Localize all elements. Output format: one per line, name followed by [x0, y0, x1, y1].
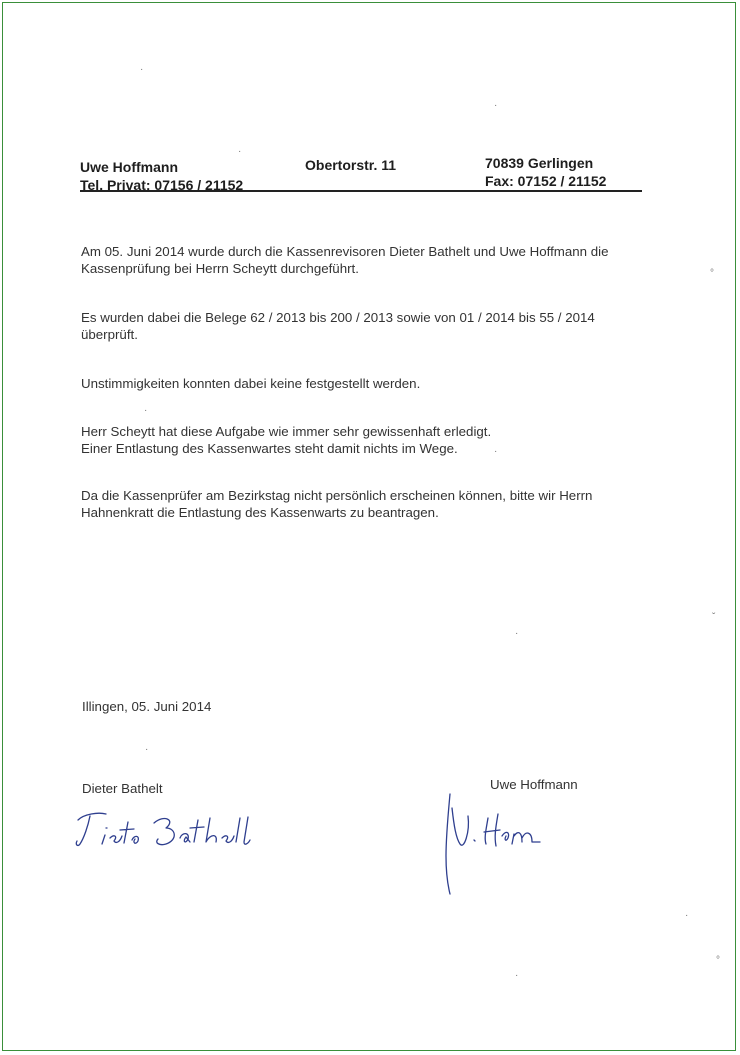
sender-street: Obertorstr. 11: [305, 157, 397, 173]
signature-left: [72, 808, 262, 853]
speck: ·: [494, 446, 498, 457]
paragraph-receipts: [81, 309, 641, 343]
paragraph-text: Am 05. Juni 2014 wurde durch die Kassenrevisoren Dieter Bathelt und Uwe Hoffmann die Kassenprüfung bei Herrn Scheytt durchgeführt.: [81, 244, 609, 276]
signature-right: [440, 786, 550, 898]
sender-fax: Fax: 07152 / 21152: [485, 173, 607, 189]
speck: ·: [494, 100, 498, 111]
speck: ·: [144, 405, 148, 416]
place-date: Illingen, 05. Juni 2014: [82, 699, 212, 714]
paragraph-text: Es wurden dabei die Belege 62 / 2013 bis 200 / 2013 sowie von 01 / 2014 bis 55 / 2014 überprüft.: [81, 310, 595, 342]
paragraph-request: [81, 487, 641, 521]
speck: ˇ: [712, 612, 716, 623]
header-rule: [80, 190, 642, 192]
paragraph-discrepancies: [81, 375, 641, 392]
speck: ·: [145, 744, 149, 755]
speck: ·: [238, 146, 242, 157]
paragraph-discharge: [81, 423, 641, 457]
speck: ·: [140, 64, 144, 75]
paragraph-text: Unstimmigkeiten konnten dabei keine festgestellt werden.: [81, 376, 421, 391]
sender-name: Uwe Hoffmann: [80, 159, 178, 175]
speck: ·: [515, 970, 519, 981]
paragraph-line: Herr Scheytt hat diese Aufgabe wie immer sehr gewissenhaft erledigt.: [81, 424, 492, 439]
signer-right-name: Uwe Hoffmann: [490, 777, 578, 792]
speck: ·: [685, 910, 689, 921]
sender-phone: Tel. Privat: 07156 / 21152: [80, 177, 244, 193]
sender-city: 70839 Gerlingen: [485, 155, 594, 171]
speck: °: [710, 268, 714, 279]
speck: ·: [515, 628, 519, 639]
paragraph-text: Da die Kassenprüfer am Bezirkstag nicht persönlich erscheinen können, bitte wir Herrn Hahnenkratt die Entlastung des Kassenwarts zu beantragen.: [81, 488, 593, 520]
speck: °: [716, 955, 720, 966]
signer-left-name: Dieter Bathelt: [82, 781, 163, 796]
paragraph-line: Einer Entlastung des Kassenwartes steht damit nichts im Wege.: [81, 441, 458, 456]
paragraph-audit-date: [81, 243, 641, 277]
